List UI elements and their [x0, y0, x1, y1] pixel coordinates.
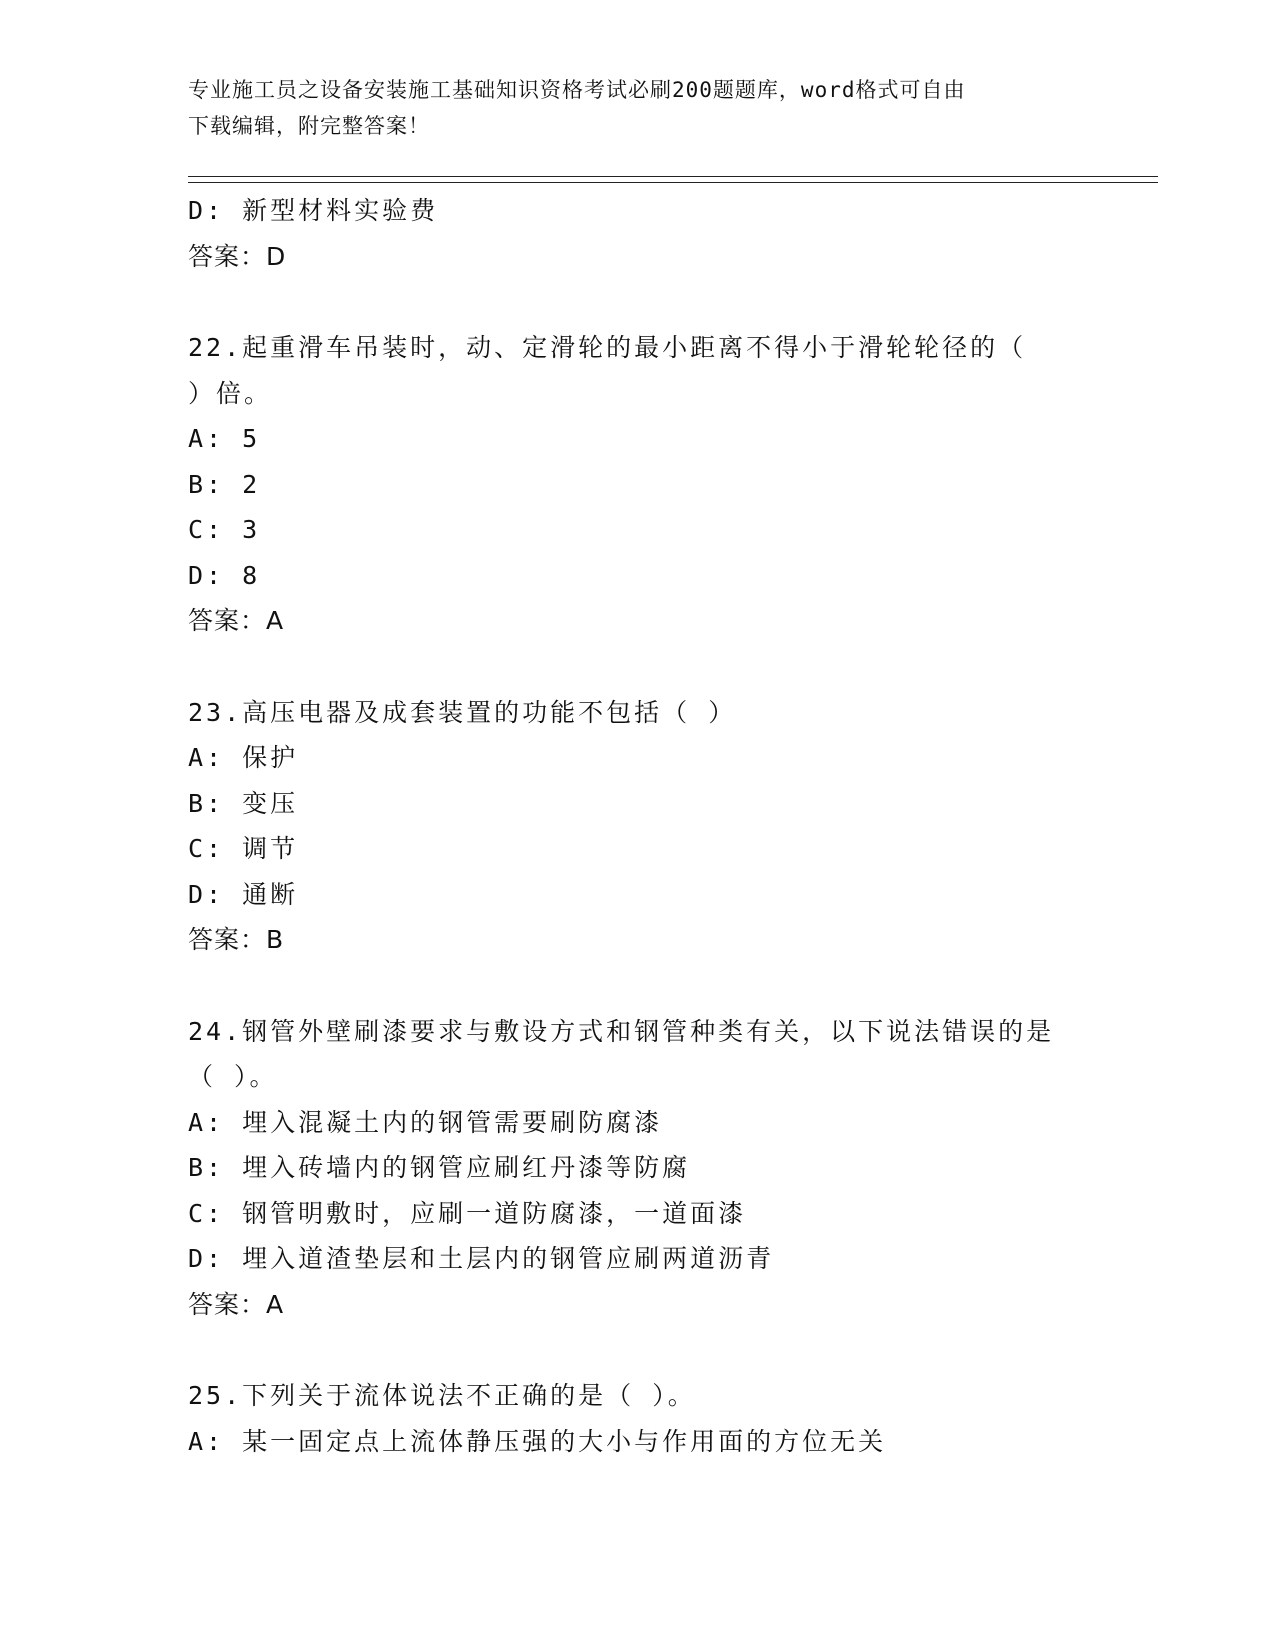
option-d: D: 8: [188, 560, 261, 590]
question-list: [188, 188, 1088, 1464]
option-b: B: 埋入砖墙内的钢管应刷红丹漆等防腐: [188, 1153, 691, 1182]
question-22: [188, 325, 1088, 644]
option-a: A: 埋入混凝土内的钢管需要刷防腐漆: [188, 1107, 663, 1137]
option-d: D: 通断: [188, 879, 299, 909]
header-divider-bottom: [188, 182, 1158, 183]
option-b: B: 2: [188, 469, 261, 499]
question-stem-line-1: 24.钢管外壁刷漆要求与敷设方式和钢管种类有关，以下说法错误的是: [188, 1016, 1055, 1046]
question-25: [188, 1373, 1088, 1464]
previous-question-tail: [188, 188, 1088, 279]
option-d: D: 埋入道渣垫层和土层内的钢管应刷两道沥青: [188, 1244, 775, 1273]
option-c: C: 钢管明敷时，应刷一道防腐漆，一道面漆: [188, 1198, 747, 1228]
answer-line: 答案：A: [188, 1289, 285, 1319]
option-c: C: 调节: [188, 834, 299, 863]
answer-line: 答案：D: [188, 241, 287, 271]
option-a: A: 5: [188, 424, 261, 453]
option-a: A: 某一固定点上流体静压强的大小与作用面的方位无关: [188, 1426, 887, 1456]
answer-line: 答案：A: [188, 606, 285, 635]
document-header: [188, 72, 1068, 144]
header-divider-top: [188, 176, 1158, 177]
header-line-2: 下载编辑，附完整答案！: [188, 114, 430, 138]
option-c: C: 3: [188, 515, 261, 544]
question-24: [188, 1009, 1088, 1328]
option-b: B: 变压: [188, 788, 299, 818]
question-stem-line-2: ）倍。: [188, 378, 273, 408]
option-d: D: 新型材料实验费: [188, 196, 439, 225]
question-23: [188, 690, 1088, 963]
question-stem-line-2: （ ）。: [188, 1062, 278, 1091]
option-a: A: 保护: [188, 743, 299, 772]
header-line-1: 专业施工员之设备安装施工基础知识资格考试必刷200题题库，word格式可自由: [188, 78, 966, 102]
question-stem-line-1: 22.起重滑车吊装时，动、定滑轮的最小距离不得小于滑轮轮径的（: [188, 333, 1027, 362]
question-stem-line-1: 23.高压电器及成套装置的功能不包括（ ）: [188, 697, 737, 727]
question-stem-line-1: 25.下列关于流体说法不正确的是（ ）。: [188, 1381, 696, 1410]
answer-line: 答案：B: [188, 925, 285, 954]
